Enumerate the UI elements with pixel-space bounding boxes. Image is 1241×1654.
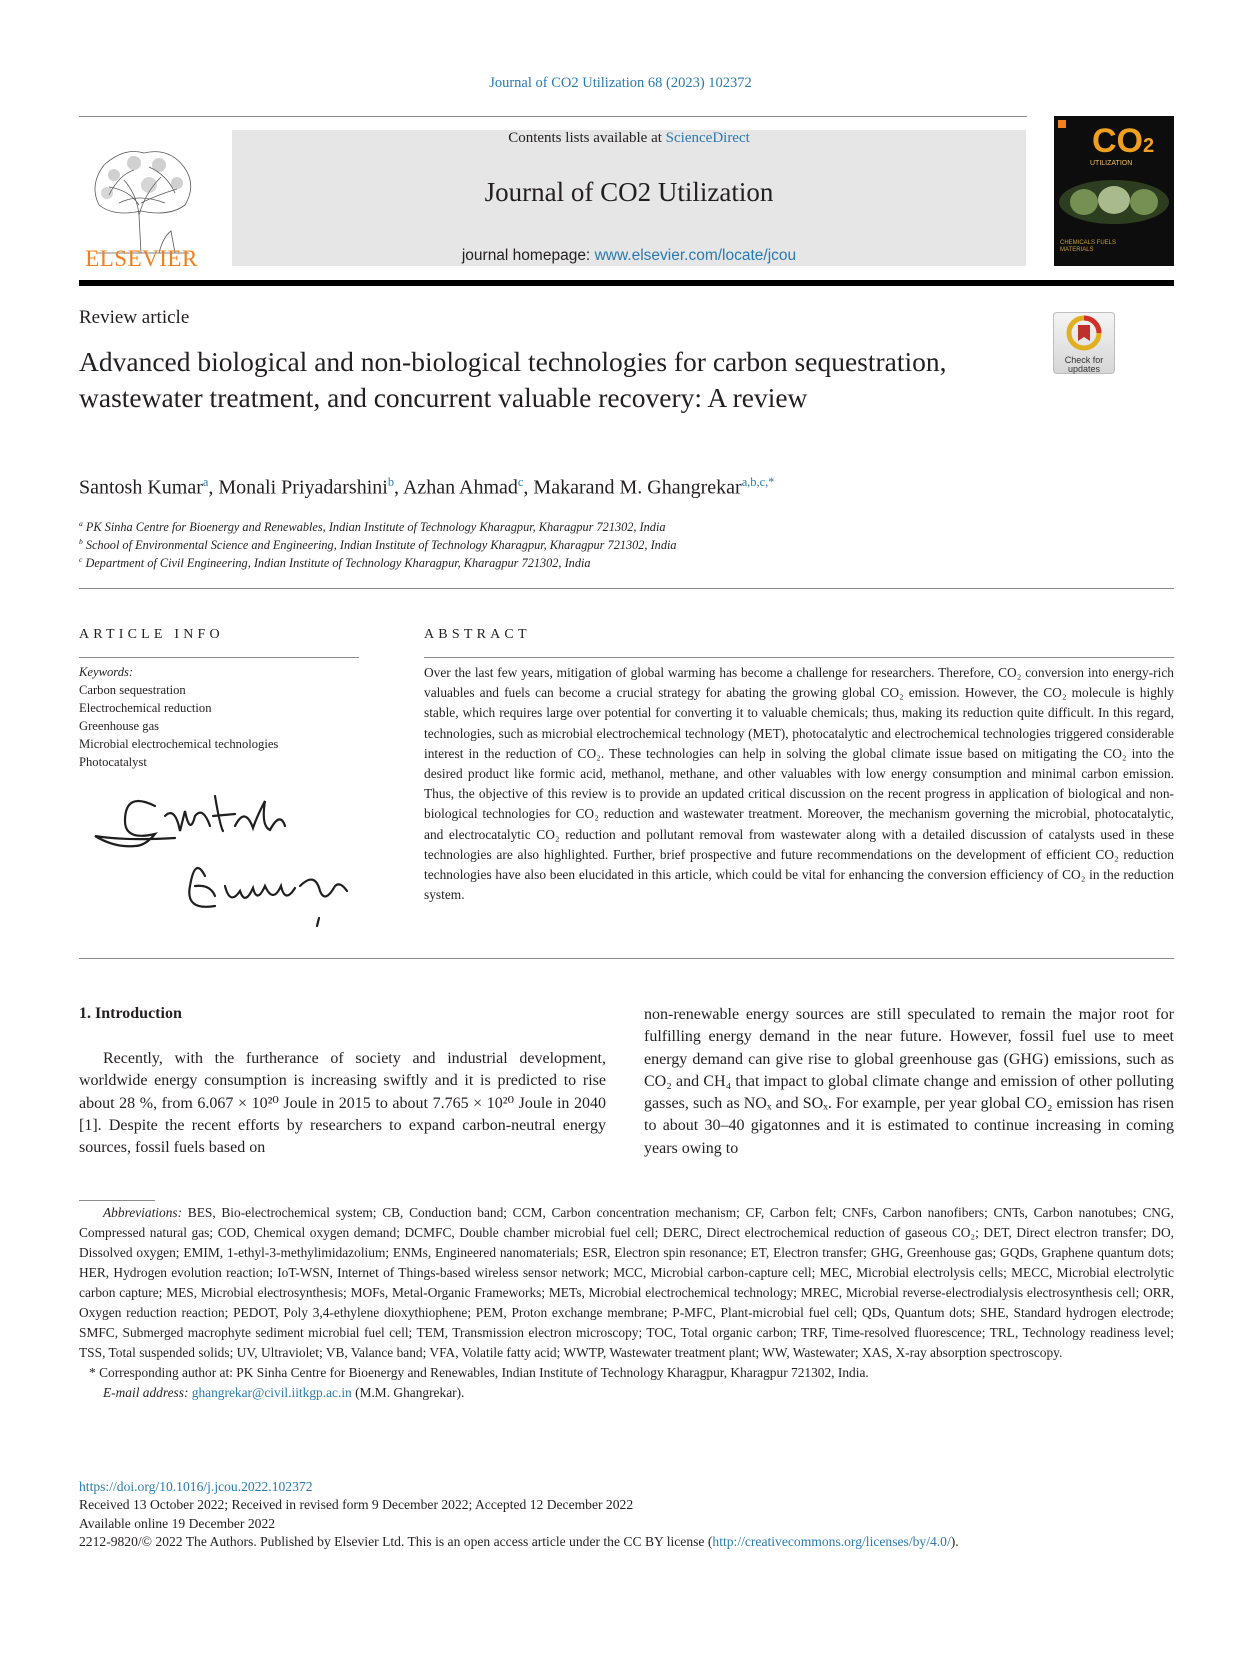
intro-left-column <box>79 1048 606 1159</box>
affiliation-text: PK Sinha Centre for Bioenergy and Renewables, Indian Institute of Technology Kharagpur, Kharagpur 721302, India <box>85 520 666 535</box>
author-affiliation-mark[interactable]: a <box>202 475 209 489</box>
email-suffix: (M.M. Ghangrekar). <box>351 1385 465 1400</box>
section-heading-introduction: 1. Introduction <box>79 1005 182 1022</box>
affiliation-c <box>79 551 1174 572</box>
license-link[interactable]: http://creativecommons.org/licenses/by/4.0/ <box>712 1534 951 1549</box>
abstract-heading: ABSTRACT <box>424 627 531 642</box>
affiliation-text: Department of Civil Engineering, Indian Institute of Technology Kharagpur, Kharagpur 721302, India <box>85 556 591 571</box>
contents-prefix: Contents lists available at <box>508 130 666 146</box>
elsevier-wordmark: ELSEVIER <box>85 246 198 271</box>
corresponding-text: Corresponding author at: PK Sinha Centre for Bioenergy and Renewables, Indian Institute of Technology Kharagpur, Kharagpur 721302, India. <box>99 1365 869 1380</box>
keywords-label: Keywords: <box>79 665 134 679</box>
article-info-heading: ARTICLE INFO <box>79 627 224 642</box>
keyword-item: Greenhouse gas <box>79 719 160 733</box>
check-updates-icon <box>1054 313 1114 351</box>
author-name[interactable]: Santosh Kumar <box>79 476 203 499</box>
cover-sub-text: 2 <box>1143 135 1155 157</box>
keyword-item: Photocatalyst <box>79 755 147 769</box>
author-name[interactable]: Azhan Ahmad <box>402 476 518 499</box>
corresponding-author-note <box>89 1363 1174 1383</box>
author-name[interactable]: Makarand M. Ghangrekar <box>533 476 742 499</box>
author-name[interactable]: Monali Priyadarshini <box>218 476 388 499</box>
affiliation-key: c <box>79 555 83 564</box>
author-list: Santosh Kumar$^a$, Monali Priyadarshini$^b$, Azhan Ahmad$^c$, Makarand M. Ghangrekar$^{a,b,c,*}$ <box>79 475 775 499</box>
intro-right-text: non-renewable energy sources are still speculated to remain the major root for fulfilling energy demand in the near future. However, fossil fuel use to meet energy demand can give rise to global greenhouse gas (GHG) emissions, such as CO₂ and CH₄ that impact to global climate change and emission of other polluting gasses, such as NOₓ and SOₓ. For example, per year global CO₂ emission has risen to about 30–40 gigatonnes and it is estimated to continue increasing in coming years owing to <box>644 1006 1174 1157</box>
available-online: Available online 19 December 2022 <box>79 1516 276 1531</box>
article-type: Review article <box>79 307 190 328</box>
abstract-text: Over the last few years, mitigation of global warming has become a challenge for researchers. Therefore, CO₂ conversion into energy-rich valuables and fuels can become a crucial strategy for abating the growing global CO₂ emission. However, the CO₂ molecule is highly stable, which requires large over potential for converting it to valuable chemicals; thus, making its reduction quite difficult. In this regard, technologies, such as microbial electrochemical technology (MET), photocatalytic and electrochemical technologies triggered considerable interest in the reduction of CO₂. These technologies can help in solving the global climate issue based on mitigating the CO₂ into the desired product like formic acid, methanol, methane, and other valuables with low energy consumption and minimal carbon emission. Thus, the objective of this review is to provide an updated critical discussion on the recent progress in application of biological and non-biological technologies for CO₂ reduction and wastewater treatment. Moreover, the mechanism governing the microbial, photocatalytic, and electrocatalytic CO₂ reduction and pollutant removal from wastewater along with a detailed discussion of catalysts used in these technologies are also highlighted. Further, brief prospective and future recommendations on the development of efficient CO₂ reduction technologies have also been elucidated in this article, which could be vital for enhancing the conversion efficiency of CO₂ in the reduction system. <box>424 665 1174 903</box>
email-link[interactable]: ghangrekar@civil.iitkgp.ac.in <box>191 1385 352 1400</box>
doi-link[interactable]: https://doi.org/10.1016/j.jcou.2022.102372 <box>79 1479 313 1494</box>
affiliation-text: School of Environmental Science and Engineering, Indian Institute of Technology Kharagpur, Kharagpur 721302, India <box>85 538 677 553</box>
abbreviations-label: Abbreviations: <box>103 1205 183 1220</box>
email-label: E-mail address: <box>103 1385 189 1400</box>
check-updates-label: Check for updates <box>1064 355 1104 374</box>
cover-art <box>1054 172 1174 232</box>
author-affiliation-mark[interactable]: c <box>517 475 524 489</box>
license-suffix: ). <box>950 1534 959 1549</box>
keywords-block <box>79 663 359 771</box>
check-for-updates-button[interactable] <box>1053 312 1115 374</box>
journal-homepage-link[interactable]: www.elsevier.com/locate/jcou <box>594 247 797 264</box>
journal-title: Journal of CO2 Utilization <box>484 177 774 207</box>
footnote-rule <box>79 1200 155 1201</box>
header-top-rule <box>79 116 1027 117</box>
cover-co-text: CO <box>1092 122 1143 160</box>
homepage-prefix: journal homepage: <box>461 247 595 264</box>
handwritten-signature <box>85 786 385 936</box>
affiliation-key: b <box>79 537 83 546</box>
cover-elsevier-mark <box>1058 120 1066 128</box>
contents-line <box>232 130 1026 147</box>
article-title: Advanced biological and non-biological technologies for carbon sequestration, wastewater treatment, and concurrent valuable recovery: A review <box>79 346 947 413</box>
affiliation-rule <box>79 588 1174 589</box>
journal-homepage-line <box>232 247 1026 265</box>
license-text: 2212-9820/© 2022 The Authors. Published by Elsevier Ltd. This is an open access article under the CC BY license ( <box>79 1534 713 1549</box>
intro-left-text: Recently, with the furtherance of society and industrial development, worldwide energy consumption is increasing swiftly and it is predicted to rise about 28 %, from 6.067 × 10²⁰ Joule in 2015 to about 7.765 × 10²⁰ Joule in 2040 [1]. Despite the recent efforts by researchers to expand carbon-neutral energy sources, fossil fuels based on <box>79 1050 606 1157</box>
journal-reference-link[interactable]: Journal of CO2 Utilization 68 (2023) 102372 <box>489 75 752 91</box>
abstract-rule <box>424 657 1174 658</box>
intro-right-column <box>644 1004 1174 1160</box>
author-affiliation-mark[interactable]: b <box>387 475 395 489</box>
email-line <box>103 1383 1174 1403</box>
abstract-bottom-rule <box>79 958 1174 959</box>
affiliation-key: a <box>79 519 83 528</box>
header-thick-rule <box>79 280 1174 286</box>
abbreviations-footnote <box>79 1203 1174 1403</box>
info-rule <box>79 657 359 658</box>
keyword-item: Carbon sequestration <box>79 683 186 697</box>
abbreviations-text: BES, Bio-electrochemical system; CB, Conduction band; CCM, Carbon concentration mechanism; CF, Carbon felt; CNFs, Carbon nanofibers; CNTs, Carbon nanotubes; CNG, Compressed natural gas; COD, Chemical oxygen demand; DCMFC, Double chamber microbial fuel cell; DERC, Direct electrochemical reduction of gaseous CO₂; DET, Direct electron transfer; DO, Dissolved oxygen; EMIM, 1-ethyl-3-methylimidazolium; ENMs, Engineered nanomaterials; ESR, Electron spin resonance; ET, Electron transfer; GHG, Greenhouse gas; GQDs, Graphene quantum dots; HER, Hydrogen evolution reaction; IoT-WSN, Internet of Things-based wireless sensor network; MCC, Microbial carbon-capture cell; MEC, Microbial electrolysis cells; MECC, Microbial electrolytic carbon capture; MES, Microbial electrosynthesis; MOFs, Metal-Organic Frameworks; METs, Microbial electrochemical technology; MREC, Microbial reverse-electrodialysis electrosynthesis cell; ORR, Oxygen reduction reaction; PEDOT, Poly 3,4-ethylene dioxythiophene; PEM, Proton exchange membrane; P-MFC, Plant-microbial fuel cell; QDs, Quantum dots; SHE, Standard hydrogen electrode; SMFC, Submerged macrophyte sediment microbial fuel cell; TEM, Transmission electron microscopy; TOC, Total organic carbon; TRF, Time-resolved fluorescence; TRL, Technology readiness level; TSS, Total suspended solids; UV, Ultraviolet; VB, Valance band; VFA, Volatile fatty acid; WWTP, Wastewater treatment plant; WW, Wastewater; XAS, X-ray absorption spectroscopy. <box>79 1205 1174 1360</box>
keyword-item: Microbial electrochemical technologies <box>79 737 279 751</box>
corresponding-mark: * <box>89 1365 96 1380</box>
sciencedirect-link[interactable]: ScienceDirect <box>665 130 750 146</box>
journal-cover-image <box>1054 116 1174 266</box>
author-affiliation-mark[interactable]: a,b,c,* <box>741 475 775 489</box>
keyword-item: Electrochemical reduction <box>79 701 212 715</box>
received-dates: Received 13 October 2022; Received in revised form 9 December 2022; Accepted 12 December 2022 <box>79 1497 634 1512</box>
license-line <box>79 1533 1174 1551</box>
cover-bottom-text: CHEMICALS FUELS MATERIALS <box>1060 240 1117 253</box>
cover-utilization-text: UTILIZATION <box>1090 160 1133 167</box>
